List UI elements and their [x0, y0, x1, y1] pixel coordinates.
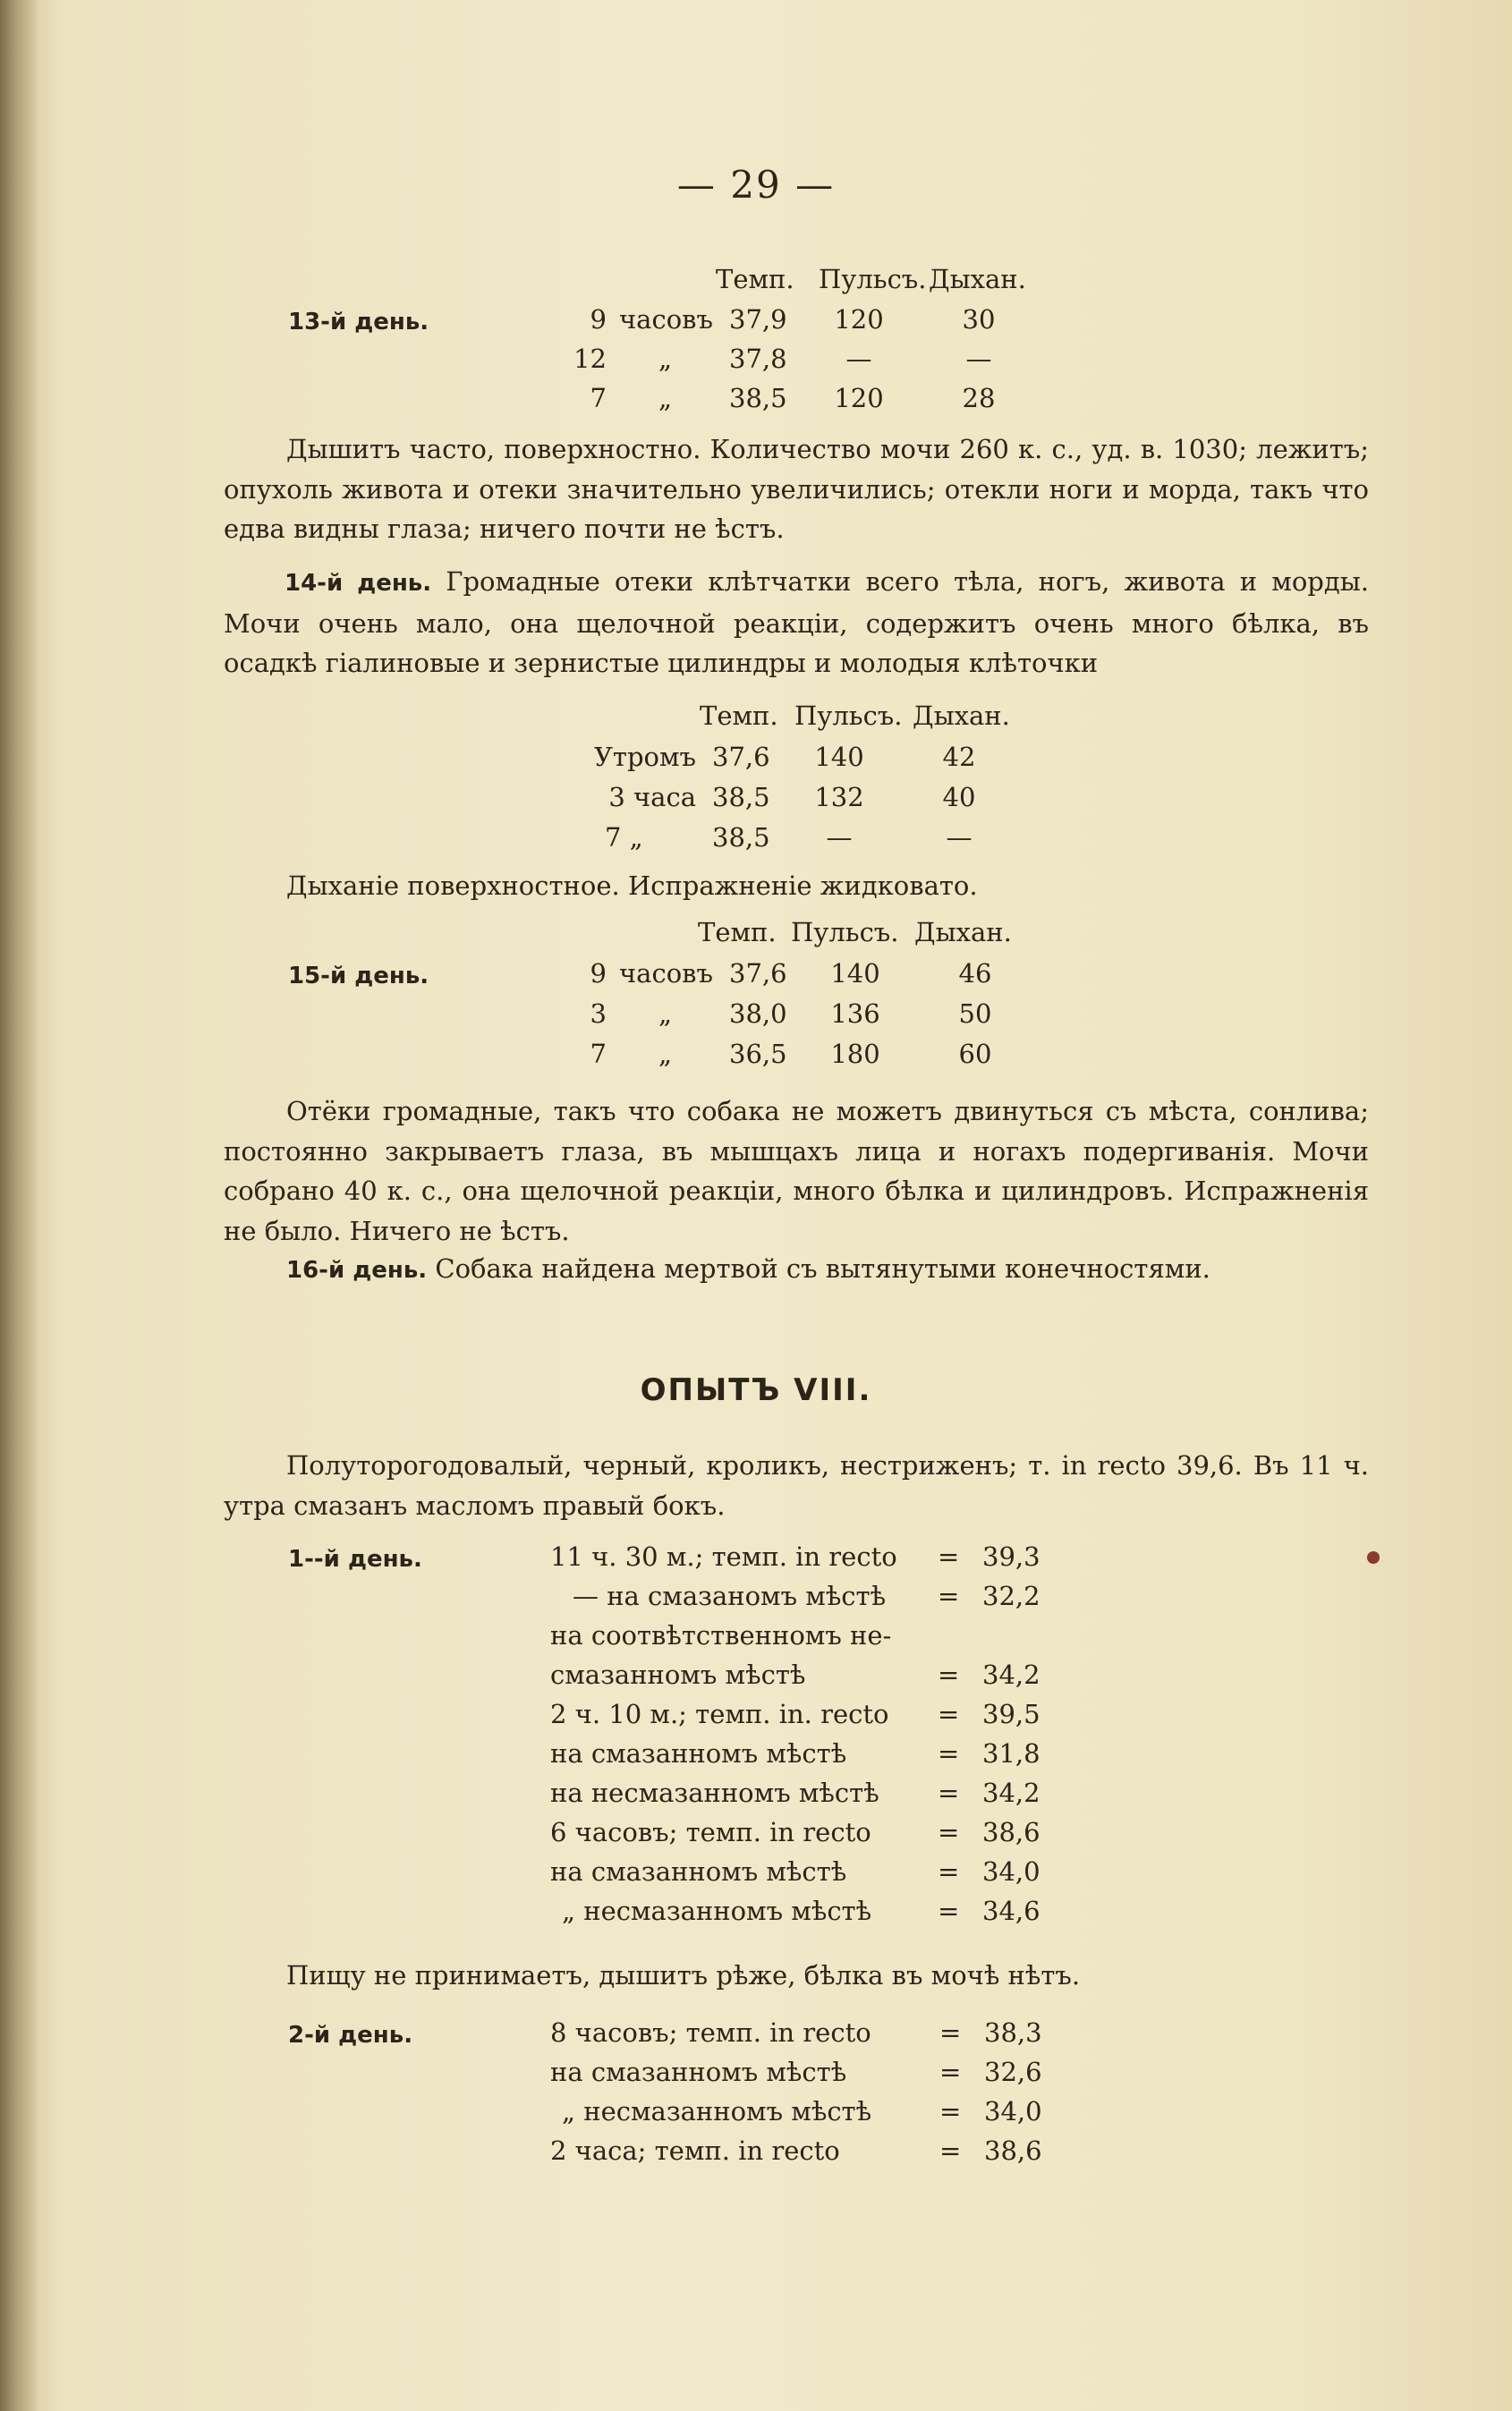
day-label: 1--й день.	[288, 1546, 422, 1573]
day-label: 15-й день.	[288, 963, 429, 989]
time-num: 3	[590, 998, 607, 1029]
temp-value: 38,0	[729, 998, 787, 1029]
temp-value: 38,5	[712, 782, 770, 812]
measurement-value: 34,2	[982, 1660, 1041, 1690]
time-label: Утромъ	[593, 742, 696, 772]
measurement-value: 34,0	[984, 2096, 1042, 2127]
header-pulse: Пульсъ.	[791, 917, 899, 947]
paragraph-text: Отёки громадные, такъ что собака не можетъ двинуться съ мѣста, сонлива; постоянно закрываетъ глаза, въ мышцахъ лица и ногахъ подергиванія. Мочи собрано 40 к. с., она щелочной реакціи, много бѣлка и цилиндровъ. Испражненія не было. Ничего не ѣстъ.	[224, 1096, 1369, 1246]
time-unit: часовъ	[619, 304, 713, 335]
equals-sign: =	[939, 2057, 962, 2087]
paragraph	[224, 1446, 1369, 1525]
measurement-value: 39,5	[982, 1699, 1041, 1729]
breath-value: 40	[942, 782, 976, 812]
header-temp: Темп.	[716, 264, 794, 294]
time-num: 9	[590, 304, 607, 335]
breath-value: 42	[942, 742, 976, 772]
breath-value: —	[965, 344, 992, 374]
header-breath: Дыхан.	[913, 700, 1010, 731]
equals-sign: =	[939, 2096, 962, 2127]
measurement-value: 38,3	[984, 2017, 1042, 2048]
equals-sign: =	[938, 1660, 960, 1690]
header-pulse: Пульсъ.	[794, 700, 903, 731]
paragraph-text: Громадные отеки клѣтчатки всего тѣла, ногъ, живота и морды. Мочи очень мало, она щелочной реакціи, содержитъ очень много бѣлка, въ осадкѣ гіалиновые и зернистые цилиндры и молодыя клѣточки	[224, 566, 1369, 678]
measurement-value: 34,2	[982, 1778, 1041, 1808]
equals-sign: =	[939, 2017, 962, 2048]
time-label: 7 „	[605, 822, 643, 853]
temp-value: 38,5	[712, 822, 770, 853]
temp-value: 37,6	[712, 742, 770, 772]
ink-spot	[1367, 1551, 1380, 1564]
measurement-value: 31,8	[982, 1738, 1041, 1769]
section-heading: ОПЫТЪ VIII.	[640, 1372, 872, 1408]
time-unit: часовъ	[619, 958, 713, 989]
paragraph	[224, 1091, 1369, 1251]
equals-sign: =	[938, 1738, 960, 1769]
paragraph-text: Полуторогодовалый, черный, кроликъ, нестриженъ; т. in recto 39,6. Въ 11 ч. утра смазанъ масломъ правый бокъ.	[224, 1450, 1369, 1521]
day-label: 14-й день.	[285, 570, 432, 597]
equals-sign: =	[938, 1896, 960, 1926]
measurement-desc: 8 часовъ; темп. in recto	[550, 2017, 871, 2048]
paragraph	[224, 562, 1369, 683]
time-num: 12	[573, 344, 607, 374]
day-label: 16-й день.	[286, 1257, 428, 1284]
equals-sign: =	[938, 1541, 960, 1572]
note-text: Дыханіе поверхностное. Испражненіе жидковато.	[286, 870, 978, 901]
measurement-value: 34,0	[982, 1856, 1041, 1887]
breath-value: 60	[958, 1039, 992, 1069]
measurement-desc: — на смазаномъ мѣстѣ	[573, 1581, 887, 1611]
measurement-desc: 11 ч. 30 м.; темп. in recto	[550, 1541, 897, 1572]
pulse-value: —	[826, 822, 853, 853]
header-pulse: Пульсъ.	[819, 264, 927, 294]
temp-value: 37,8	[729, 344, 787, 374]
measurement-value: 32,2	[982, 1581, 1041, 1611]
measurement-desc: „ несмазанномъ мѣстѣ	[562, 2096, 872, 2127]
measurement-value: 39,3	[982, 1541, 1041, 1572]
header-temp: Темп.	[698, 917, 777, 947]
breath-value: 30	[962, 304, 996, 335]
day-label: 2-й день.	[288, 2022, 413, 2049]
equals-sign: =	[938, 1817, 960, 1847]
pulse-value: 132	[814, 782, 864, 812]
pulse-value: 120	[834, 304, 884, 335]
time-unit: „	[658, 344, 673, 374]
measurement-desc: на смазанномъ мѣстѣ	[550, 1738, 847, 1769]
note-text: Пищу не принимаетъ, дышитъ рѣже, бѣлка въ мочѣ нѣтъ.	[286, 1960, 1081, 1991]
page-binding-edge	[0, 0, 39, 2411]
temp-value: 37,9	[729, 304, 787, 335]
paragraph	[286, 1253, 1210, 1284]
measurement-value: 34,6	[982, 1896, 1041, 1926]
breath-value: —	[946, 822, 973, 853]
time-label: 3 часа	[608, 782, 696, 812]
header-breath: Дыхан.	[929, 264, 1026, 294]
temp-value: 37,6	[729, 958, 787, 989]
measurement-value: 38,6	[984, 2135, 1042, 2166]
time-unit: „	[658, 1039, 673, 1069]
measurement-desc: „ несмазанномъ мѣстѣ	[562, 1896, 872, 1926]
time-num: 7	[590, 383, 607, 413]
header-breath: Дыхан.	[914, 917, 1012, 947]
paragraph-text: Собака найдена мертвой съ вытянутыми конечностями.	[435, 1253, 1210, 1284]
measurement-desc: на смазанномъ мѣстѣ	[550, 2057, 847, 2087]
pulse-value: 136	[830, 998, 880, 1029]
measurement-value: 38,6	[982, 1817, 1041, 1847]
measurement-desc: на соотвѣтственномъ не-	[550, 1620, 892, 1651]
breath-value: 50	[958, 998, 992, 1029]
pulse-value: —	[845, 344, 872, 374]
measurement-desc: смазанномъ мѣстѣ	[550, 1660, 806, 1690]
measurement-desc: на смазанномъ мѣстѣ	[550, 1856, 847, 1887]
time-num: 7	[590, 1039, 607, 1069]
measurement-desc: 2 часа; темп. in recto	[550, 2135, 840, 2166]
pulse-value: 180	[830, 1039, 880, 1069]
temp-value: 38,5	[729, 383, 787, 413]
pulse-value: 140	[830, 958, 880, 989]
paragraph	[224, 429, 1369, 549]
header-temp: Темп.	[700, 700, 778, 731]
equals-sign: =	[939, 2135, 962, 2166]
pulse-value: 120	[834, 383, 884, 413]
time-num: 9	[590, 958, 607, 989]
breath-value: 28	[962, 383, 996, 413]
time-unit: „	[658, 383, 673, 413]
day-label: 13-й день.	[288, 309, 429, 335]
temp-value: 36,5	[729, 1039, 787, 1069]
measurement-value: 32,6	[984, 2057, 1042, 2087]
time-unit: „	[658, 998, 673, 1029]
paragraph-text: Дышитъ часто, поверхностно. Количество мочи 260 к. с., уд. в. 1030; лежитъ; опухоль живота и отеки значительно увеличились; отекли ноги и морда, такъ что едва видны глаза; ничего почти не ѣстъ.	[224, 434, 1369, 544]
measurement-desc: на несмазанномъ мѣстѣ	[550, 1778, 879, 1808]
pulse-value: 140	[814, 742, 864, 772]
equals-sign: =	[938, 1778, 960, 1808]
page-number: — 29 —	[676, 163, 836, 207]
equals-sign: =	[938, 1856, 960, 1887]
measurement-desc: 6 часовъ; темп. in recto	[550, 1817, 871, 1847]
equals-sign: =	[938, 1581, 960, 1611]
measurement-desc: 2 ч. 10 м.; темп. in. recto	[550, 1699, 889, 1729]
equals-sign: =	[938, 1699, 960, 1729]
breath-value: 46	[958, 958, 992, 989]
